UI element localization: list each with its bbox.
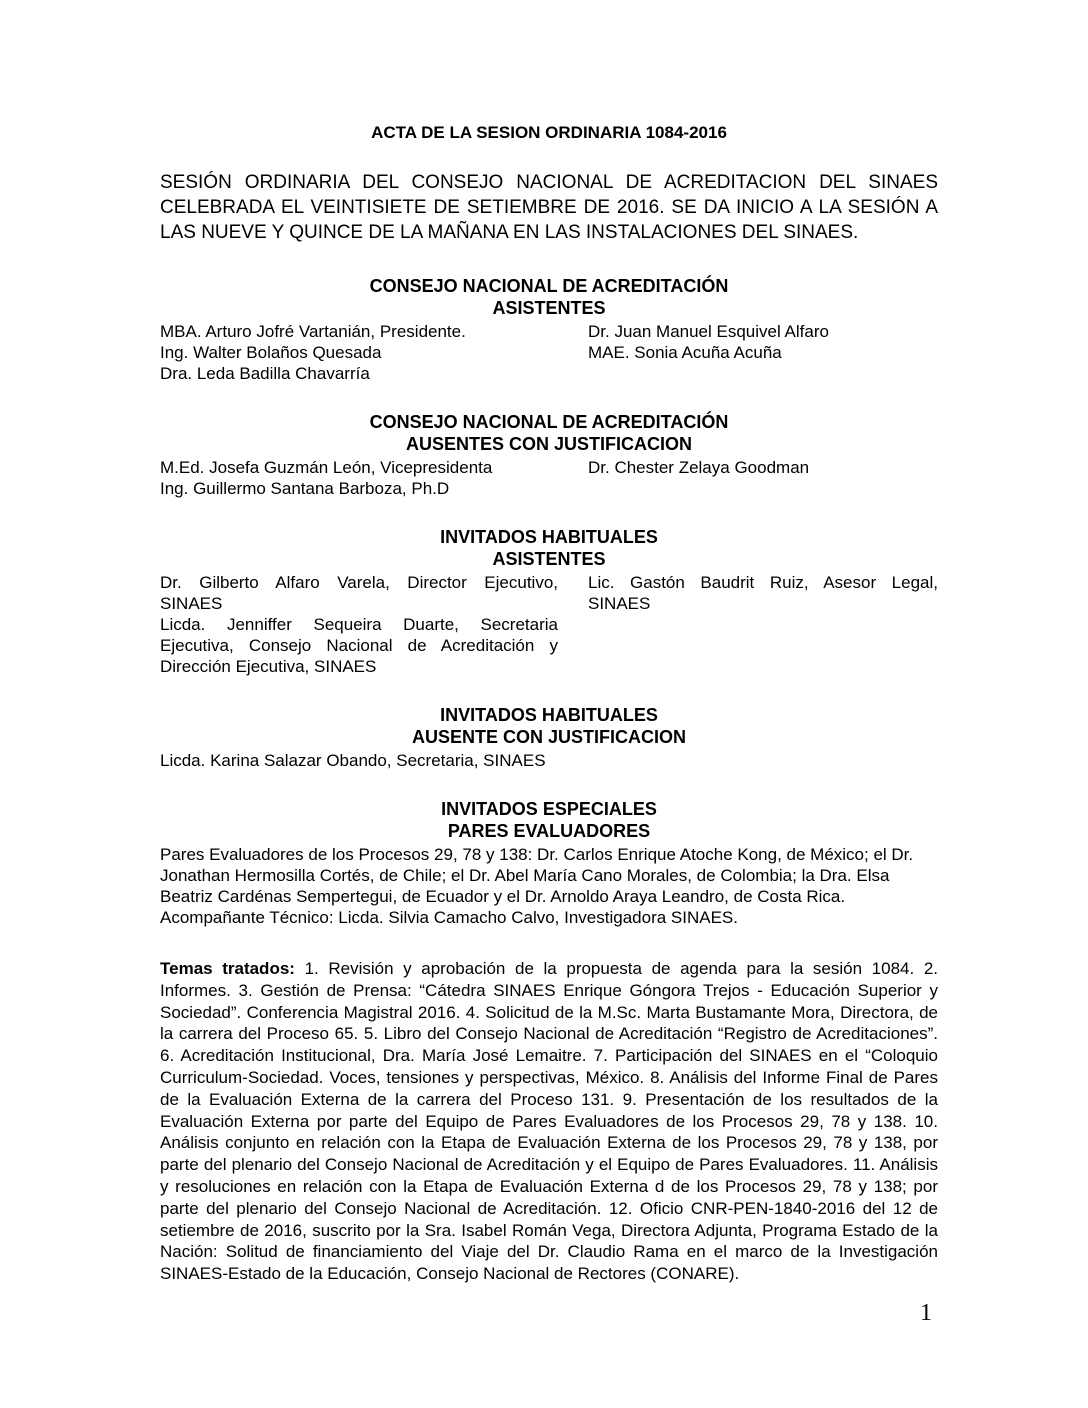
attendee-column-left bbox=[160, 321, 558, 384]
special-guests-text bbox=[160, 844, 938, 928]
section-consejo-asistentes bbox=[160, 275, 938, 384]
topics-text: 1. Revisión y aprobación de la propuesta de agenda para la sesión 1084. 2. Informes. 3. Gestión de Prensa: “Cátedra SINAES Enrique Góngora Trejos - Educación Superior y Sociedad”. Conferencia Magistral 2016. 4. Solicitud de la M.Sc. Marta Bustamante Mora, Directora, de la carrera del Proceso 65. 5. Libro del Consejo Nacional de Acreditación “Registro de Acreditaciones”. 6. Acreditación Institucional, Dra. María José Lemaitre. 7. Participación del SINAES en el “Coloquio Curriculum-Sociedad. Voces, tensiones y perspectivas, México. 8. Análisis del Informe Final de Pares de la Evaluación Externa de la carrera del Proceso 131. 9. Presentación de los resultados de la Evaluación Externa por parte del Equipo de Pares Evaluadores de los Procesos 29, 78 y 138. 10. Análisis conjunto en relación con la Etapa de Evaluación Externa de los Procesos 29, 78 y 138, por parte del plenario del Consejo Nacional de Acreditación y el Equipo de Pares Evaluadores. 11. Análisis y resoluciones en relación con la Etapa de Evaluación Externa d de los Procesos 29, 78 y 138; por parte del plenario del Consejo Nacional de Acreditación. 12. Oficio CNR-PEN-1840-2016 del 12 de setiembre de 2016, suscrito por la Sra. Isabel Román Vega, Directora Adjunta, Programa Estado de la Nación: Solitud de financiamiento del Viaje del Dr. Claudio Rama en el marco de la Investigación SINAES-Estado de la Educación, Consejo Nacional de Rectores (CONARE). bbox=[160, 959, 938, 1284]
section-heading: INVITADOS ESPECIALES bbox=[441, 799, 657, 819]
section-subheading: AUSENTES CON JUSTIFICACION bbox=[405, 434, 693, 454]
attendee-column-right bbox=[588, 457, 938, 499]
section-subheading: PARES EVALUADORES bbox=[447, 821, 651, 841]
attendee-column-right bbox=[588, 750, 938, 771]
attendee-name: MAE. Sonia Acuña Acuña bbox=[588, 343, 782, 362]
section-subheading: ASISTENTES bbox=[492, 298, 606, 318]
attendee-columns bbox=[160, 321, 938, 384]
section-subheading: ASISTENTES bbox=[492, 549, 606, 569]
attendee-column-right bbox=[588, 321, 938, 384]
attendee-name: M.Ed. Josefa Guzmán León, Vicepresidenta bbox=[160, 458, 493, 477]
session-intro: SESIÓN ORDINARIA DEL CONSEJO NACIONAL DE ACREDITACION DEL SINAES CELEBRADA EL VEINTISIETE DE SETIEMBRE DE 2016. SE DA INICIO A LA SESIÓN A LAS NUEVE Y QUINCE DE LA MAÑANA EN LAS INSTALACIONES DEL SINAES. bbox=[160, 172, 938, 243]
attendee-column-right bbox=[588, 572, 938, 677]
attendee-name: Licda. Jenniffer Sequeira Duarte, Secretaria Ejecutiva, Consejo Nacional de Acreditación y Dirección Ejecutiva, SINAES bbox=[160, 615, 558, 676]
peer-evaluators-list: Pares Evaluadores de los Procesos 29, 78 y 138: Dr. Carlos Enrique Atoche Kong, de México; el Dr. Jonathan Hermosilla Cortés, de Chile; el Dr. Abel María Cano Morales, de Colombia; la Dra. Elsa Beatriz Cardénas Sempertegui, de Ecuador y el Dr. Arnoldo Araya Leandro, de Costa Rica. bbox=[160, 845, 914, 906]
attendee-column-left bbox=[160, 750, 558, 771]
attendee-name: Dr. Juan Manuel Esquivel Alfaro bbox=[588, 322, 829, 341]
attendee-name: Ing. Guillermo Santana Barboza, Ph.D bbox=[160, 479, 450, 498]
section-heading: CONSEJO NACIONAL DE ACREDITACIÓN bbox=[369, 276, 729, 296]
attendee-name: Ing. Walter Bolaños Quesada bbox=[160, 343, 382, 362]
attendee-name: Dr. Gilberto Alfaro Varela, Director Ejecutivo, SINAES bbox=[160, 573, 558, 613]
section-invitados-asistentes bbox=[160, 526, 938, 677]
section-heading: INVITADOS HABITUALES bbox=[440, 705, 658, 725]
attendee-name: Dra. Leda Badilla Chavarría bbox=[160, 364, 370, 383]
topics-label: Temas tratados: bbox=[160, 959, 295, 978]
document-title: ACTA DE LA SESION ORDINARIA 1084-2016 bbox=[371, 123, 727, 142]
attendee-name: Licda. Karina Salazar Obando, Secretaria, SINAES bbox=[160, 751, 546, 770]
attendee-column-left bbox=[160, 457, 558, 499]
attendee-columns bbox=[160, 750, 938, 771]
technical-companion: Acompañante Técnico: Licda. Silvia Camacho Calvo, Investigadora SINAES. bbox=[160, 908, 738, 927]
attendee-name: MBA. Arturo Jofré Vartanián, Presidente. bbox=[160, 322, 466, 341]
attendee-column-left bbox=[160, 572, 558, 677]
section-consejo-ausentes bbox=[160, 411, 938, 499]
attendee-name: Lic. Gastón Baudrit Ruiz, Asesor Legal, SINAES bbox=[588, 573, 938, 613]
attendee-columns bbox=[160, 457, 938, 499]
section-invitados-especiales bbox=[160, 798, 938, 928]
document-page bbox=[160, 122, 938, 1285]
section-heading: CONSEJO NACIONAL DE ACREDITACIÓN bbox=[369, 412, 729, 432]
page-number: 1 bbox=[920, 1300, 932, 1326]
section-heading: INVITADOS HABITUALES bbox=[440, 527, 658, 547]
section-invitados-ausente bbox=[160, 704, 938, 771]
attendee-name: Dr. Chester Zelaya Goodman bbox=[588, 458, 810, 477]
attendee-columns bbox=[160, 572, 938, 677]
section-subheading: AUSENTE CON JUSTIFICACION bbox=[411, 727, 687, 747]
topics-paragraph bbox=[160, 958, 938, 1285]
